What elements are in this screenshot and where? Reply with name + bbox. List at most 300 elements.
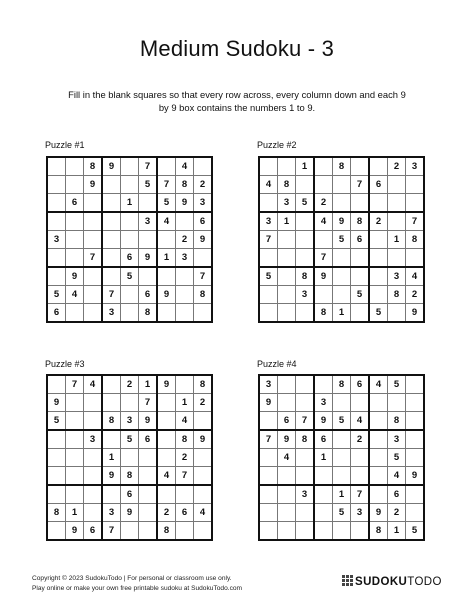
sudoku-cell: [194, 485, 213, 504]
sudoku-cell: [351, 194, 370, 213]
sudoku-cell: 3: [47, 231, 66, 249]
sudoku-cell: 3: [296, 286, 315, 304]
sudoku-cell: [369, 485, 388, 504]
sudoku-cell: [333, 176, 351, 194]
sudoku-cell: [157, 157, 176, 176]
sudoku-cell: 5: [388, 449, 406, 467]
sudoku-cell: 3: [406, 157, 425, 176]
sudoku-cell: [66, 412, 84, 431]
sudoku-cell: [351, 304, 370, 323]
sudoku-cell: 2: [314, 194, 333, 213]
sudoku-cell: [139, 522, 158, 541]
sudoku-cell: [102, 176, 121, 194]
sudoku-cell: [351, 267, 370, 286]
sudoku-cell: 9: [259, 394, 278, 412]
sudoku-cell: [278, 231, 296, 249]
puzzle-4-label: Puzzle #4: [257, 359, 297, 369]
sudoku-cell: 7: [259, 231, 278, 249]
sudoku-row: [47, 304, 212, 323]
puzzle-1-label: Puzzle #1: [45, 140, 85, 150]
sudoku-cell: 1: [333, 304, 351, 323]
sudoku-row: [47, 412, 212, 431]
brand-logo: [342, 575, 442, 588]
sudoku-cell: [296, 304, 315, 323]
sudoku-cell: [102, 485, 121, 504]
sudoku-cell: [84, 394, 103, 412]
sudoku-cell: [102, 194, 121, 213]
sudoku-cell: 5: [333, 504, 351, 522]
sudoku-row: [259, 412, 424, 431]
sudoku-cell: [84, 449, 103, 467]
sudoku-cell: [278, 394, 296, 412]
sudoku-cell: [369, 286, 388, 304]
sudoku-cell: [102, 394, 121, 412]
sudoku-cell: 3: [139, 212, 158, 231]
sudoku-cell: [406, 194, 425, 213]
sudoku-cell: [194, 412, 213, 431]
sudoku-cell: 1: [333, 485, 351, 504]
sudoku-cell: [66, 467, 84, 486]
sudoku-cell: [296, 212, 315, 231]
sudoku-cell: 1: [121, 194, 139, 213]
sudoku-cell: [102, 267, 121, 286]
sudoku-cell: 7: [139, 157, 158, 176]
sudoku-cell: [369, 412, 388, 431]
sudoku-cell: [351, 449, 370, 467]
sudoku-cell: [333, 194, 351, 213]
sudoku-cell: 3: [176, 249, 194, 268]
sudoku-cell: 1: [157, 249, 176, 268]
sudoku-cell: [406, 375, 425, 394]
sudoku-cell: [259, 194, 278, 213]
sudoku-cell: [47, 157, 66, 176]
sudoku-cell: [84, 286, 103, 304]
sudoku-cell: 3: [194, 194, 213, 213]
sudoku-row: [259, 304, 424, 323]
sudoku-cell: 6: [139, 286, 158, 304]
sudoku-cell: [296, 249, 315, 268]
sudoku-cell: [388, 212, 406, 231]
sudoku-grid-puzzle-2: [258, 156, 425, 323]
sudoku-cell: [296, 231, 315, 249]
sudoku-cell: 5: [333, 231, 351, 249]
sudoku-cell: [84, 485, 103, 504]
sudoku-row: [47, 430, 212, 449]
sudoku-cell: 6: [139, 430, 158, 449]
sudoku-cell: 4: [351, 412, 370, 431]
sudoku-cell: 8: [406, 231, 425, 249]
sudoku-cell: 9: [369, 504, 388, 522]
sudoku-cell: [314, 467, 333, 486]
sudoku-row: [259, 194, 424, 213]
sudoku-cell: [157, 267, 176, 286]
sudoku-cell: 3: [388, 430, 406, 449]
sudoku-cell: [47, 267, 66, 286]
sudoku-cell: 7: [351, 485, 370, 504]
sudoku-cell: [259, 157, 278, 176]
sudoku-cell: 6: [47, 304, 66, 323]
sudoku-cell: [296, 504, 315, 522]
sudoku-cell: [139, 504, 158, 522]
sudoku-cell: [157, 412, 176, 431]
sudoku-cell: [314, 485, 333, 504]
sudoku-cell: 1: [102, 449, 121, 467]
sudoku-cell: [121, 212, 139, 231]
sudoku-cell: [259, 304, 278, 323]
sudoku-cell: 1: [278, 212, 296, 231]
sudoku-cell: [369, 157, 388, 176]
sudoku-cell: [278, 304, 296, 323]
sudoku-cell: 7: [139, 394, 158, 412]
sudoku-cell: [333, 394, 351, 412]
sudoku-cell: 6: [121, 249, 139, 268]
sudoku-cell: [369, 249, 388, 268]
sudoku-cell: 9: [314, 267, 333, 286]
sudoku-cell: [47, 375, 66, 394]
sudoku-cell: 6: [388, 485, 406, 504]
sudoku-cell: [388, 249, 406, 268]
instructions: Fill in the blank squares so that every row across, every column down and each 9 by 9 box contains the numbers 1 to 9.: [68, 89, 406, 113]
sudoku-cell: 6: [84, 522, 103, 541]
sudoku-cell: [84, 267, 103, 286]
sudoku-grid-puzzle-3: [46, 374, 213, 541]
sudoku-cell: 3: [296, 485, 315, 504]
sudoku-cell: 6: [351, 231, 370, 249]
sudoku-cell: [194, 449, 213, 467]
sudoku-cell: 1: [388, 231, 406, 249]
sudoku-cell: 8: [296, 267, 315, 286]
sudoku-cell: [47, 430, 66, 449]
sudoku-cell: 8: [47, 504, 66, 522]
sudoku-cell: [369, 267, 388, 286]
sudoku-cell: [351, 157, 370, 176]
sudoku-cell: [84, 212, 103, 231]
sudoku-cell: [121, 522, 139, 541]
sudoku-cell: 9: [84, 176, 103, 194]
sudoku-cell: 8: [194, 375, 213, 394]
sudoku-cell: [296, 375, 315, 394]
sudoku-cell: 4: [314, 212, 333, 231]
sudoku-cell: [157, 304, 176, 323]
sudoku-cell: 7: [176, 467, 194, 486]
sudoku-cell: 9: [314, 412, 333, 431]
sudoku-cell: 8: [333, 375, 351, 394]
sudoku-cell: 5: [296, 194, 315, 213]
sudoku-cell: 1: [296, 157, 315, 176]
sudoku-cell: 2: [369, 212, 388, 231]
sudoku-cell: [194, 304, 213, 323]
sudoku-cell: 3: [121, 412, 139, 431]
sudoku-cell: [278, 522, 296, 541]
sudoku-cell: 9: [194, 430, 213, 449]
sudoku-cell: [406, 394, 425, 412]
sudoku-cell: [121, 157, 139, 176]
sudoku-cell: 4: [369, 375, 388, 394]
sudoku-cell: [47, 522, 66, 541]
sudoku-cell: [121, 394, 139, 412]
sudoku-cell: 4: [278, 449, 296, 467]
sudoku-cell: 9: [66, 522, 84, 541]
sudoku-cell: [139, 231, 158, 249]
sudoku-cell: [296, 394, 315, 412]
sudoku-cell: [351, 394, 370, 412]
sudoku-cell: 9: [139, 412, 158, 431]
sudoku-cell: 9: [406, 304, 425, 323]
sudoku-cell: [194, 522, 213, 541]
sudoku-cell: [278, 375, 296, 394]
sudoku-cell: 8: [369, 522, 388, 541]
sudoku-row: [47, 286, 212, 304]
sudoku-cell: [259, 485, 278, 504]
sudoku-cell: 4: [176, 157, 194, 176]
footer-copyright: Copyright © 2023 SudokuTodo | For personal or classroom use only.: [32, 575, 232, 582]
sudoku-cell: [157, 231, 176, 249]
sudoku-cell: 4: [406, 267, 425, 286]
sudoku-cell: [176, 522, 194, 541]
sudoku-cell: [66, 449, 84, 467]
sudoku-cell: [388, 176, 406, 194]
sudoku-cell: 2: [406, 286, 425, 304]
sudoku-cell: [333, 522, 351, 541]
sudoku-cell: 9: [66, 267, 84, 286]
sudoku-cell: [369, 194, 388, 213]
sudoku-cell: [278, 267, 296, 286]
sudoku-cell: 7: [296, 412, 315, 431]
sudoku-cell: 6: [121, 485, 139, 504]
sudoku-cell: 5: [121, 430, 139, 449]
sudoku-cell: [314, 286, 333, 304]
sudoku-cell: [278, 467, 296, 486]
sudoku-cell: 7: [259, 430, 278, 449]
sudoku-cell: [278, 286, 296, 304]
sudoku-cell: [314, 375, 333, 394]
sudoku-cell: 2: [121, 375, 139, 394]
sudoku-cell: [102, 249, 121, 268]
sudoku-cell: 3: [388, 267, 406, 286]
sudoku-row: [259, 375, 424, 394]
sudoku-row: [259, 212, 424, 231]
sudoku-cell: [66, 231, 84, 249]
sudoku-cell: 4: [194, 504, 213, 522]
grid-logo-icon: [342, 575, 353, 586]
sudoku-row: [47, 394, 212, 412]
sudoku-cell: 8: [278, 176, 296, 194]
sudoku-cell: [259, 286, 278, 304]
sudoku-row: [259, 467, 424, 486]
sudoku-cell: [102, 430, 121, 449]
sudoku-cell: [84, 467, 103, 486]
sudoku-cell: [176, 212, 194, 231]
sudoku-cell: [406, 485, 425, 504]
sudoku-cell: 7: [102, 522, 121, 541]
sudoku-cell: 2: [176, 449, 194, 467]
sudoku-cell: [157, 449, 176, 467]
sudoku-row: [259, 157, 424, 176]
sudoku-cell: 8: [139, 304, 158, 323]
sudoku-cell: 7: [102, 286, 121, 304]
sudoku-cell: [47, 176, 66, 194]
sudoku-cell: [296, 467, 315, 486]
sudoku-cell: [66, 394, 84, 412]
sudoku-row: [47, 522, 212, 541]
sudoku-cell: [388, 194, 406, 213]
sudoku-row: [259, 249, 424, 268]
sudoku-cell: 7: [314, 249, 333, 268]
sudoku-row: [259, 394, 424, 412]
sudoku-cell: [296, 449, 315, 467]
sudoku-cell: [84, 231, 103, 249]
sudoku-row: [259, 176, 424, 194]
sudoku-cell: 8: [176, 430, 194, 449]
sudoku-cell: 9: [176, 194, 194, 213]
sudoku-cell: [369, 467, 388, 486]
sudoku-cell: [47, 194, 66, 213]
sudoku-row: [47, 375, 212, 394]
sudoku-cell: [333, 467, 351, 486]
sudoku-row: [259, 449, 424, 467]
sudoku-cell: [406, 249, 425, 268]
sudoku-cell: [176, 286, 194, 304]
sudoku-cell: 8: [176, 176, 194, 194]
sudoku-cell: [259, 467, 278, 486]
sudoku-cell: 4: [66, 286, 84, 304]
sudoku-cell: [139, 267, 158, 286]
sudoku-cell: [66, 176, 84, 194]
sudoku-cell: [333, 286, 351, 304]
sudoku-cell: [84, 194, 103, 213]
sudoku-cell: 1: [314, 449, 333, 467]
sudoku-cell: [139, 467, 158, 486]
sudoku-cell: [66, 157, 84, 176]
sudoku-cell: 9: [157, 286, 176, 304]
sudoku-cell: 8: [388, 412, 406, 431]
sudoku-cell: 6: [176, 504, 194, 522]
sudoku-cell: 6: [369, 176, 388, 194]
sudoku-cell: [333, 249, 351, 268]
sudoku-cell: 5: [259, 267, 278, 286]
sudoku-cell: 5: [369, 304, 388, 323]
sudoku-cell: 9: [194, 231, 213, 249]
sudoku-row: [259, 504, 424, 522]
brand-logo-part1: SUDOKU: [355, 576, 408, 588]
sudoku-cell: [176, 375, 194, 394]
sudoku-cell: 7: [194, 267, 213, 286]
sudoku-cell: [157, 394, 176, 412]
sudoku-cell: 9: [102, 467, 121, 486]
sudoku-cell: [66, 485, 84, 504]
sudoku-cell: [369, 394, 388, 412]
sudoku-cell: 6: [278, 412, 296, 431]
sudoku-cell: 9: [47, 394, 66, 412]
sudoku-row: [259, 430, 424, 449]
sudoku-row: [47, 176, 212, 194]
sudoku-cell: [121, 231, 139, 249]
sudoku-cell: [314, 176, 333, 194]
sudoku-cell: [296, 522, 315, 541]
sudoku-cell: 2: [194, 176, 213, 194]
sudoku-cell: [102, 212, 121, 231]
sudoku-cell: 5: [47, 412, 66, 431]
sudoku-row: [47, 467, 212, 486]
sudoku-cell: 6: [314, 430, 333, 449]
sudoku-cell: 3: [259, 375, 278, 394]
sudoku-row: [47, 485, 212, 504]
sudoku-grid-puzzle-4: [258, 374, 425, 541]
sudoku-cell: [388, 394, 406, 412]
sudoku-cell: [406, 176, 425, 194]
sudoku-cell: 2: [388, 157, 406, 176]
sudoku-cell: 3: [84, 430, 103, 449]
sudoku-cell: [139, 194, 158, 213]
sudoku-cell: 4: [84, 375, 103, 394]
sudoku-cell: 9: [121, 504, 139, 522]
sudoku-cell: [259, 449, 278, 467]
sudoku-cell: 1: [388, 522, 406, 541]
sudoku-cell: [259, 522, 278, 541]
sudoku-cell: [351, 522, 370, 541]
sudoku-cell: [406, 412, 425, 431]
sudoku-cell: [278, 485, 296, 504]
sudoku-cell: 8: [351, 212, 370, 231]
sudoku-cell: [314, 522, 333, 541]
sudoku-cell: 8: [84, 157, 103, 176]
sudoku-row: [47, 504, 212, 522]
sudoku-cell: 8: [388, 286, 406, 304]
sudoku-cell: [314, 231, 333, 249]
sudoku-row: [47, 449, 212, 467]
sudoku-cell: 6: [66, 194, 84, 213]
sudoku-cell: [121, 176, 139, 194]
sudoku-cell: 9: [157, 375, 176, 394]
sudoku-cell: [406, 430, 425, 449]
sudoku-cell: 5: [333, 412, 351, 431]
sudoku-cell: [176, 304, 194, 323]
sudoku-cell: 3: [351, 504, 370, 522]
sudoku-cell: 4: [259, 176, 278, 194]
sudoku-cell: 8: [121, 467, 139, 486]
sudoku-cell: [84, 504, 103, 522]
sudoku-cell: [333, 449, 351, 467]
sudoku-cell: 1: [139, 375, 158, 394]
sudoku-cell: [157, 430, 176, 449]
sudoku-cell: [47, 212, 66, 231]
sudoku-cell: [47, 449, 66, 467]
sudoku-cell: [47, 485, 66, 504]
sudoku-cell: 2: [176, 231, 194, 249]
sudoku-cell: 8: [102, 412, 121, 431]
sudoku-cell: 9: [333, 212, 351, 231]
sudoku-cell: [102, 231, 121, 249]
footer: [32, 574, 242, 594]
sudoku-row: [259, 286, 424, 304]
sudoku-cell: [259, 249, 278, 268]
sudoku-cell: 5: [388, 375, 406, 394]
sudoku-cell: 2: [194, 394, 213, 412]
sudoku-cell: [259, 412, 278, 431]
sudoku-row: [259, 522, 424, 541]
sudoku-cell: 8: [314, 304, 333, 323]
sudoku-cell: 3: [259, 212, 278, 231]
sudoku-row: [259, 267, 424, 286]
sudoku-cell: [157, 485, 176, 504]
sudoku-cell: 7: [66, 375, 84, 394]
sudoku-cell: 7: [157, 176, 176, 194]
sudoku-cell: [47, 467, 66, 486]
sudoku-cell: [47, 249, 66, 268]
sudoku-cell: 2: [157, 504, 176, 522]
sudoku-cell: 9: [102, 157, 121, 176]
sudoku-cell: [333, 267, 351, 286]
